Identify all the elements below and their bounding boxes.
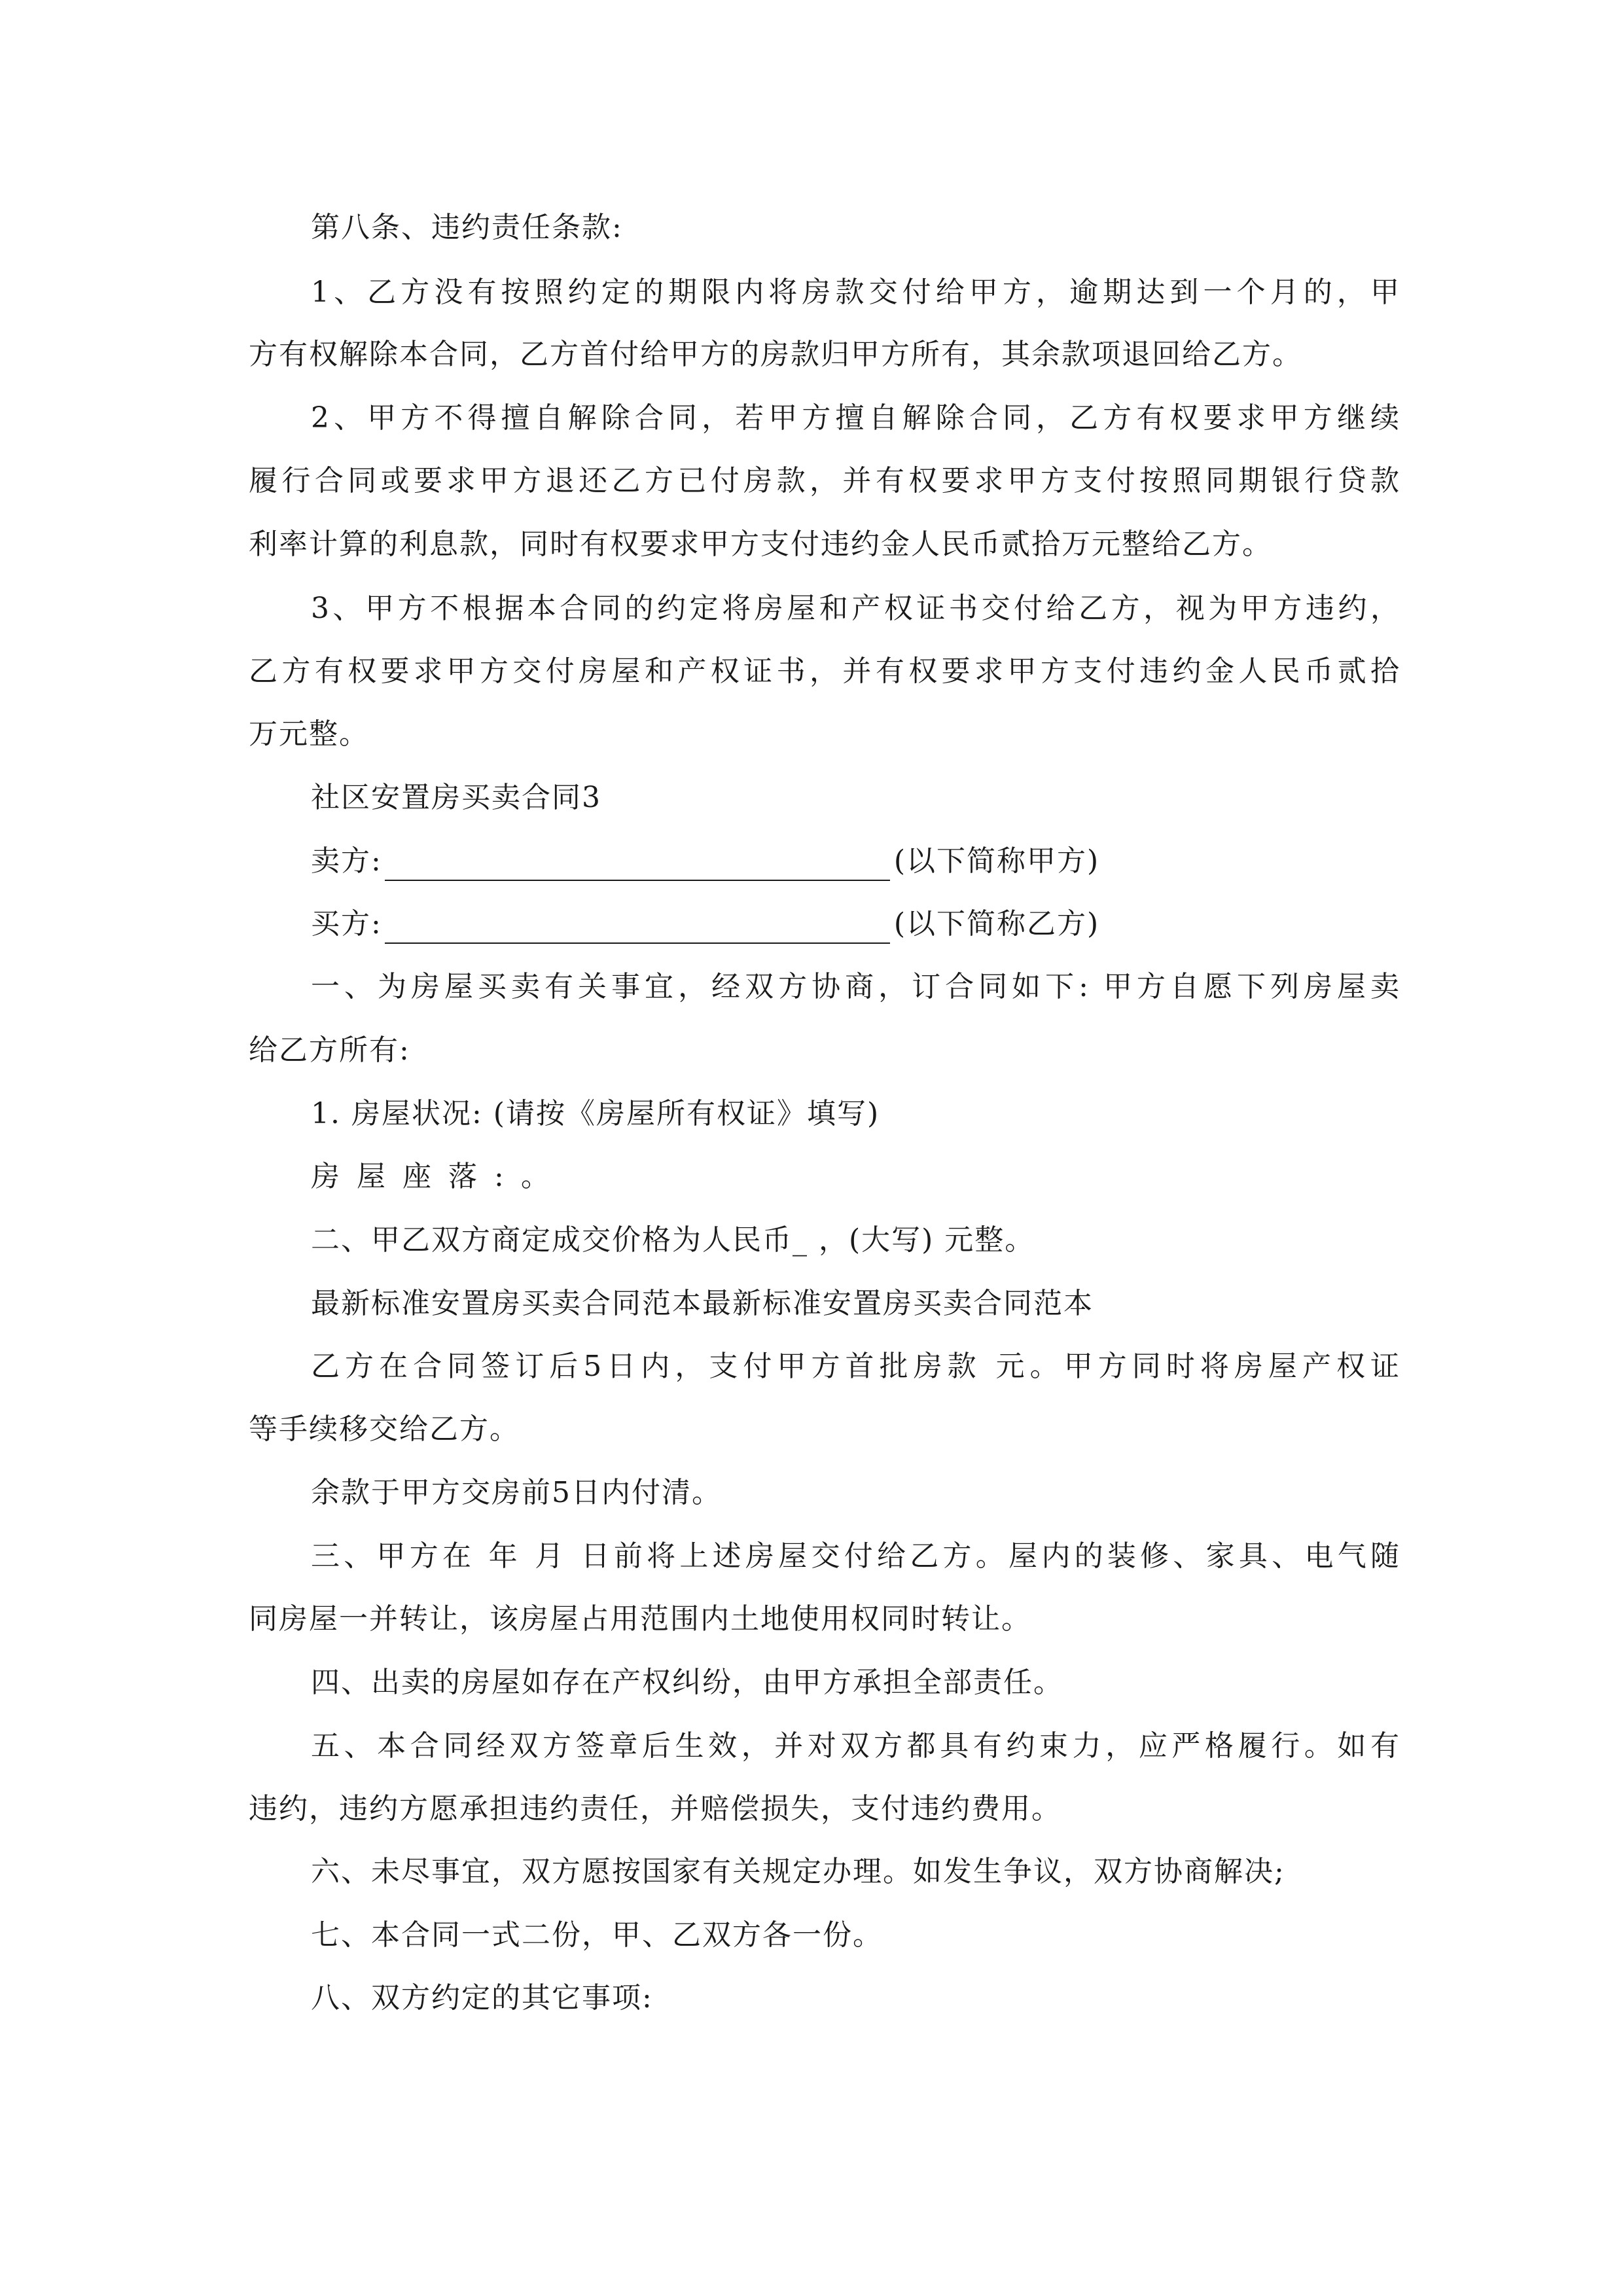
section-7: 七、本合同一式二份，甲、乙双方各一份。 (311, 1918, 883, 1952)
payment-line-2: 等手续移交给乙方。 (249, 1412, 520, 1446)
seller-label: 卖方: (311, 844, 382, 878)
seller-name-blank (385, 847, 890, 881)
clause-2-line-1: 2、甲方不得擅自解除合同，若甲方擅自解除合同，乙方有权要求甲方继续 (311, 401, 1400, 435)
payment-line-1: 乙方在合同签订后5日内，支付甲方首批房款 元。甲方同时将房屋产权证 (311, 1350, 1400, 1383)
clause-2-line-2: 履行合同或要求甲方退还乙方已付房款，并有权要求甲方支付按照同期银行贷款 (249, 464, 1400, 497)
house-location: 房屋座落:。 (311, 1160, 567, 1193)
house-condition: 1. 房屋状况: (请按《房屋所有权证》填写) (311, 1097, 880, 1130)
clause-1-line-2: 方有权解除本合同，乙方首付给甲方的房款归甲方所有，其余款项退回给乙方。 (249, 338, 1302, 371)
section-5-line-1: 五、本合同经双方签章后生效，并对双方都具有约束力，应严格履行。如有 (311, 1729, 1400, 1763)
clause-2-line-3: 利率计算的利息款，同时有权要求甲方支付违约金人民币贰拾万元整给乙方。 (249, 528, 1272, 561)
contract-3-title: 社区安置房买卖合同3 (311, 781, 601, 814)
clause-3-line-1: 3、甲方不根据本合同的约定将房屋和产权证书交付给乙方，视为甲方违约， (311, 592, 1400, 625)
buyer-row (311, 905, 1400, 944)
seller-suffix: (以下简称甲方) (893, 844, 1100, 878)
section-6: 六、未尽事宜，双方愿按国家有关规定办理。如发生争议，双方协商解决; (311, 1855, 1285, 1888)
section-1-line-1: 一、为房屋买卖有关事宜，经双方协商，订合同如下: 甲方自愿下列房屋卖 (311, 970, 1400, 1003)
clause-3-line-2: 乙方有权要求甲方交付房屋和产权证书，并有权要求甲方支付违约金人民币贰拾 (249, 655, 1400, 688)
buyer-name-blank (385, 910, 890, 944)
section-1-line-2: 给乙方所有: (249, 1033, 410, 1067)
buyer-label: 买方: (311, 907, 382, 941)
section-3-line-2: 同房屋一并转让，该房屋占用范围内土地使用权同时转让。 (249, 1602, 1031, 1636)
section-4: 四、出卖的房屋如存在产权纠纷，由甲方承担全部责任。 (311, 1666, 1063, 1699)
seller-row (311, 842, 1400, 881)
clause-1-line-1: 1、乙方没有按照约定的期限内将房款交付给甲方，逾期达到一个月的，甲 (311, 276, 1400, 309)
section-5-line-2: 违约，违约方愿承担违约责任，并赔偿损失，支付违约费用。 (249, 1792, 1061, 1825)
article-8-heading: 第八条、违约责任条款: (311, 211, 623, 244)
clause-3-line-3: 万元整。 (249, 717, 369, 751)
template-heading: 最新标准安置房买卖合同范本最新标准安置房买卖合同范本 (311, 1287, 1094, 1320)
balance-payment: 余款于甲方交房前5日内付清。 (311, 1476, 722, 1509)
section-2-price: 二、甲乙双方商定成交价格为人民币_ ，(大写) 元整。 (311, 1223, 1035, 1257)
buyer-suffix: (以下简称乙方) (893, 907, 1100, 941)
section-8: 八、双方约定的其它事项: (311, 1981, 653, 2015)
section-3-line-1: 三、甲方在 年 月 日前将上述房屋交付给乙方。屋内的装修、家具、电气随 (311, 1539, 1400, 1573)
